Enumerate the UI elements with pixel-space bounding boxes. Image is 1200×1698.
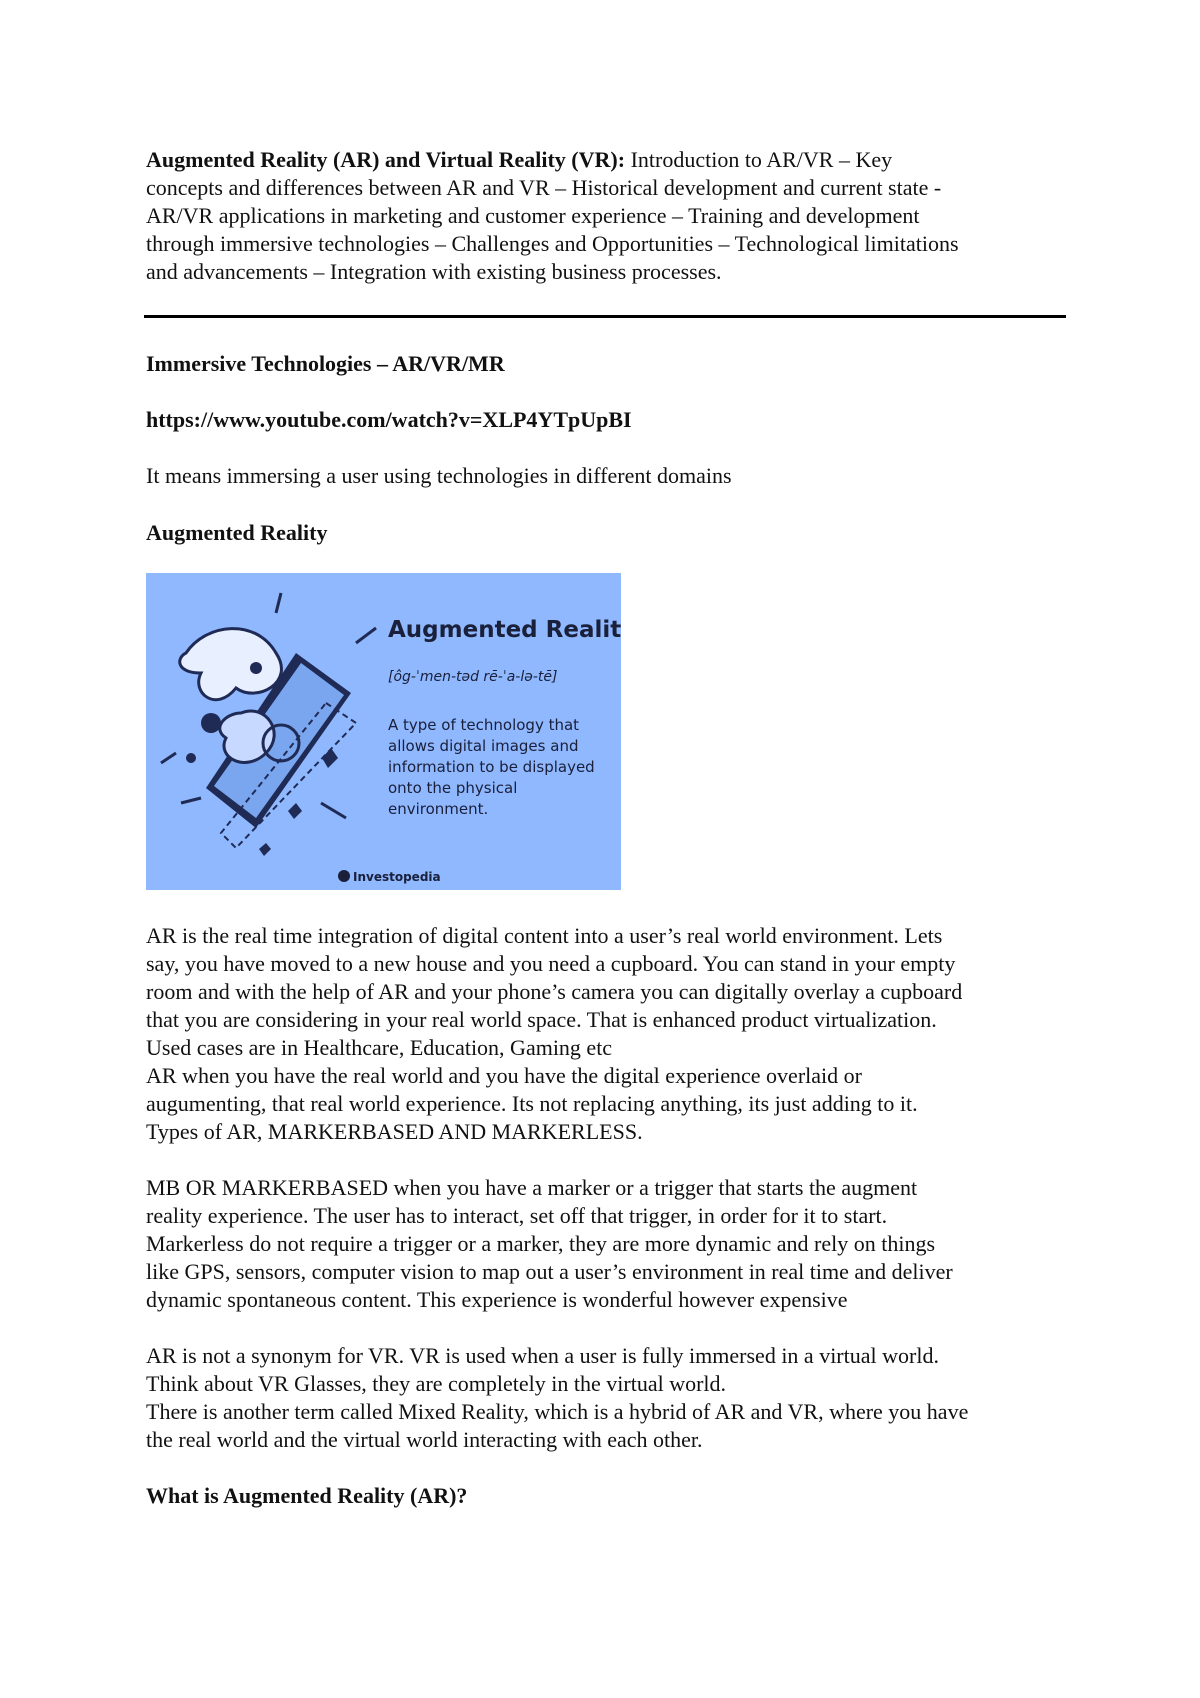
para1-line: Types of AR, MARKERBASED AND MARKERLESS. [146, 1119, 643, 1144]
para3-line: AR is not a synonym for VR. VR is used when a user is fully immersed in a virtual world. [146, 1343, 939, 1368]
para2-line: reality experience. The user has to interact, set off that trigger, in order for it to start. [146, 1203, 888, 1228]
para3-line: Think about VR Glasses, they are completely in the virtual world. [146, 1371, 727, 1396]
section-divider [144, 315, 1066, 318]
para2-line: Markerless do not require a trigger or a marker, they are more dynamic and rely on things [146, 1231, 936, 1256]
figure-definition-line-3: information to be displayed [388, 758, 595, 776]
intro-line-2: concepts and differences between AR and VR – Historical development and current state - [146, 175, 942, 200]
ar-paragraph-2 [146, 1174, 1066, 1314]
para2-line: like GPS, sensors, computer vision to map out a user’s environment in real time and deliver [146, 1259, 953, 1284]
para3-line: the real world and the virtual world interacting with each other. [146, 1427, 703, 1452]
figure-definition-line-5: environment. [388, 800, 489, 818]
ar-paragraph-1 [146, 922, 1066, 1146]
para2-line: dynamic spontaneous content. This experience is wonderful however expensive [146, 1287, 848, 1312]
ar-heading: Augmented Reality [146, 520, 328, 545]
intro-line-5: and advancements – Integration with existing business processes. [146, 259, 722, 284]
para1-line: AR is the real time integration of digital content into a user’s real world environment. Lets [146, 923, 943, 948]
ar-figure [146, 573, 621, 890]
para1-line: that you are considering in your real world space. That is enhanced product virtualization. [146, 1007, 937, 1032]
figure-definition-line-4: onto the physical [388, 779, 518, 797]
para1-line: AR when you have the real world and you have the digital experience overlaid or [146, 1063, 862, 1088]
ar-figure-svg [146, 573, 621, 890]
intro-bold-label: Augmented Reality (AR) and Virtual Reality (VR): [146, 147, 626, 172]
para1-line: Used cases are in Healthcare, Education, Gaming etc [146, 1035, 613, 1060]
investopedia-logo-icon [338, 870, 350, 882]
figure-definition-line-1: A type of technology that [388, 716, 580, 734]
figure-source: Investopedia [353, 870, 441, 884]
para1-line: augumenting, that real world experience. Its not replacing anything, its just adding to it. [146, 1091, 918, 1116]
question-heading: What is Augmented Reality (AR)? [146, 1483, 468, 1508]
video-link[interactable]: https://www.youtube.com/watch?v=XLP4YTpUpBI [146, 407, 632, 432]
para3-line: There is another term called Mixed Reality, which is a hybrid of AR and VR, where you have [146, 1399, 969, 1424]
intro-line-4: through immersive technologies – Challenges and Opportunities – Technological limitations [146, 231, 959, 256]
immersive-definition: It means immersing a user using technologies in different domains [146, 463, 732, 488]
figure-pronunciation: [ôg-ˈmen-təd rē-ˈa-lə-tē] [388, 669, 558, 685]
intro-line-1-text: Introduction to AR/VR – Key [625, 147, 893, 172]
para1-line: room and with the help of AR and your phone’s camera you can digitally overlay a cupboard [146, 979, 963, 1004]
figure-definition-line-2: allows digital images and [388, 737, 579, 755]
intro-line-1 [146, 146, 1066, 174]
intro-line-3: AR/VR applications in marketing and customer experience – Training and development [146, 203, 920, 228]
ar-paragraph-3 [146, 1342, 1066, 1454]
section-title: Immersive Technologies – AR/VR/MR [146, 351, 505, 376]
figure-title: Augmented Reality [388, 617, 621, 643]
para1-line: say, you have moved to a new house and you need a cupboard. You can stand in your empty [146, 951, 956, 976]
intro-paragraph [146, 146, 1066, 286]
para2-line: MB OR MARKERBASED when you have a marker or a trigger that starts the augment [146, 1175, 918, 1200]
